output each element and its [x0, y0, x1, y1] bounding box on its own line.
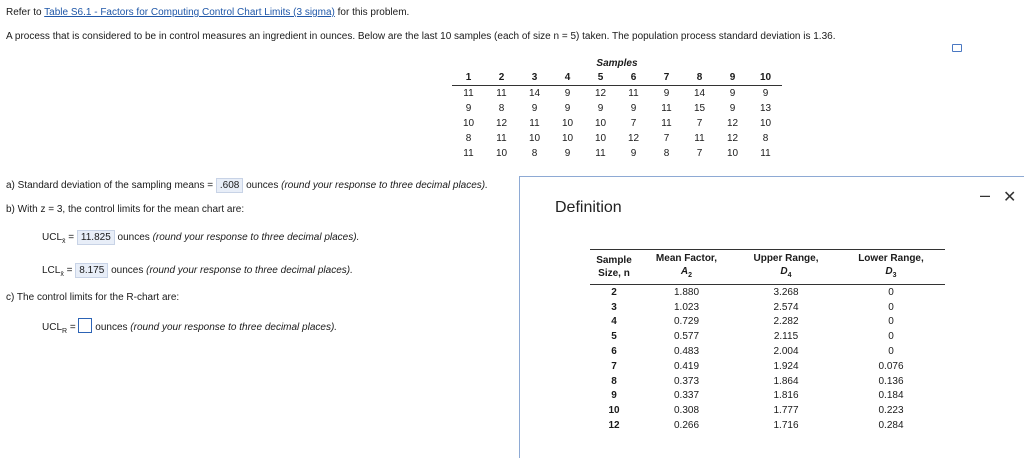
factor-d3: 0.284 [878, 420, 904, 432]
factor-d3: 0 [888, 286, 894, 298]
header-sample-line2-text: Size, n [598, 268, 630, 279]
factor-d4: 2.115 [773, 331, 799, 343]
header-mean-line1: Mean Factor, [655, 253, 718, 264]
sample-cell: 12 [726, 118, 739, 129]
sample-cell: 14 [693, 88, 706, 99]
lcl-label-text: LCL [42, 265, 61, 276]
header-upper-line2: $D_4$ [780, 266, 792, 279]
sample-cell: 9 [729, 103, 736, 114]
factor-row [590, 315, 945, 330]
factor-d3: 0 [888, 346, 894, 358]
factors-table-link[interactable]: Table S6.1 - Factors for Computing Control Chart Limits (3 sigma) [44, 7, 335, 18]
part-a [6, 178, 488, 193]
sample-header-10: 10 [749, 70, 782, 86]
ucl-r-sub: R [62, 328, 68, 335]
samples-header-row [452, 70, 782, 86]
header-lower-symbol: D [885, 266, 893, 277]
part-a-hint: (round your response to three decimal places). [281, 180, 488, 191]
factors-table [590, 249, 945, 433]
factor-d4: 2.282 [773, 316, 799, 328]
sample-cell: 12 [495, 118, 508, 129]
sample-cell: 9 [663, 88, 670, 99]
header-mean-line2: $A_2$ [680, 266, 693, 279]
sample-cell: 9 [729, 88, 736, 99]
samples-caption: Samples [596, 57, 638, 69]
sample-cell: 7 [663, 133, 670, 144]
sample-cell: 10 [528, 133, 541, 144]
factor-a2: 0.373 [673, 375, 700, 387]
lcl-mean-row: $LCL_{x̄} = 8.175$ ounces (round your response to three decimal places). [42, 265, 353, 278]
part-a-label: a) Standard deviation of the sampling means = [6, 180, 214, 191]
factor-d3: 0 [888, 331, 894, 343]
ucl-mean-hint: (round your response to three decimal places). [152, 232, 360, 243]
factor-a2: 0.266 [673, 420, 700, 432]
factor-d3: 0 [888, 301, 894, 313]
sample-cell: 10 [726, 148, 739, 159]
sample-cell: 10 [495, 148, 508, 159]
part-a-unit: ounces [246, 180, 279, 191]
ucl-range-unit: ounces [95, 322, 128, 333]
factor-n: 3 [611, 301, 617, 313]
factor-row [590, 300, 945, 315]
sample-cell: 9 [465, 103, 472, 114]
header-mean-factor [638, 250, 735, 285]
sample-cell: 9 [564, 148, 571, 159]
sample-row [452, 116, 782, 131]
samples-table [452, 56, 782, 161]
factor-row [590, 374, 945, 389]
factor-d3: 0.184 [878, 390, 904, 402]
refer-suffix: for this problem. [334, 7, 410, 18]
factor-n: 7 [611, 360, 617, 372]
factor-n: 5 [611, 331, 617, 343]
sample-cell: 10 [594, 118, 607, 129]
sample-cell: 8 [663, 148, 670, 159]
sample-cell: 8 [531, 148, 538, 159]
factor-d4: 1.864 [773, 375, 799, 387]
ucl-r-label [42, 322, 67, 333]
sample-header-9: 9 [716, 70, 749, 86]
lcl-mean-hint: (round your response to three decimal places). [146, 265, 353, 276]
sample-header-3: 3 [518, 70, 551, 86]
factors-body [590, 285, 945, 433]
refer-line [6, 7, 409, 18]
sample-cell: 10 [462, 118, 475, 129]
problem-statement: A process that is considered to be in control measures an ingredient in ounces. Below are the last 10 samples (each of size n = 5) taken. The population process standard deviation is 1.36. [6, 31, 836, 42]
sample-cell: 11 [628, 88, 639, 99]
factor-n: 6 [611, 346, 617, 358]
factor-row [590, 389, 945, 404]
sample-header-1: 1 [452, 70, 485, 86]
sample-header-2: 2 [485, 70, 518, 86]
sample-cell: 7 [630, 118, 637, 129]
factor-n: 2 [611, 286, 617, 298]
sample-cell: 11 [529, 118, 540, 129]
sample-cell: 11 [463, 88, 474, 99]
sample-cell: 11 [661, 118, 672, 129]
sample-row [452, 101, 782, 116]
sample-row [452, 86, 782, 102]
lcl-xbar-label: $LCL_{x̄}$ [42, 265, 64, 278]
sample-cell: 8 [465, 133, 472, 144]
factor-a2: 0.308 [673, 405, 700, 417]
sample-cell: 12 [627, 133, 640, 144]
factor-d3: 0.076 [878, 360, 904, 372]
factor-a2: 1.880 [673, 286, 700, 298]
factor-n: 10 [608, 405, 620, 417]
sample-cell: 11 [661, 103, 672, 114]
sample-cell: 10 [594, 133, 607, 144]
minimize-icon[interactable]: – [980, 185, 991, 205]
sample-cell: 11 [463, 148, 474, 159]
factor-row [590, 285, 945, 300]
sample-cell: 11 [496, 88, 507, 99]
refer-prefix: Refer to [6, 7, 45, 18]
sample-cell: 11 [694, 133, 705, 144]
factor-n: 9 [611, 390, 617, 402]
factor-row [590, 403, 945, 418]
sample-header-7: 7 [650, 70, 683, 86]
header-upper-range [735, 250, 837, 285]
sample-cell: 12 [594, 88, 607, 99]
factor-a2: 0.337 [673, 390, 700, 402]
sample-cell: 12 [726, 133, 739, 144]
definition-popup [519, 176, 1024, 458]
sample-header-5: 5 [584, 70, 617, 86]
sample-cell: 9 [762, 88, 769, 99]
lcl-mean-answer[interactable]: 8.175 [75, 263, 108, 278]
header-lower-line1: Lower Range, [858, 253, 924, 264]
header-mean-symbol: A [680, 266, 689, 277]
ucl-mean-answer[interactable]: 11.825 [77, 230, 115, 245]
sample-cell: 8 [498, 103, 505, 114]
ucl-label-text: UCL [42, 232, 63, 243]
sample-cell: 9 [531, 103, 538, 114]
header-sample-line2 [590, 267, 638, 280]
factor-d4: 2.574 [773, 301, 799, 313]
close-icon[interactable]: ✕ [1003, 189, 1017, 206]
ucl-range-input[interactable] [78, 318, 92, 333]
factor-a2: 0.577 [673, 331, 700, 343]
ucl-range-row: $UCL_R$ = ounces (round your response to three decimal places). [42, 318, 337, 335]
header-sample-size [590, 250, 638, 285]
factor-d4: 1.716 [773, 420, 799, 432]
header-lower-range [837, 250, 945, 285]
popup-title: Definition [555, 199, 622, 216]
ucl-range-hint: (round your response to three decimal places). [130, 322, 338, 333]
factor-d3: 0.136 [878, 375, 904, 387]
ucl-mean-row: $UCL_{x̄} = 11.825$ ounces (round your response to three decimal places). [42, 232, 360, 245]
copy-data-icon[interactable] [952, 44, 962, 52]
sample-cell: 10 [759, 118, 772, 129]
sample-cell: 9 [630, 148, 637, 159]
sample-cell: 9 [564, 103, 571, 114]
factor-row [590, 344, 945, 359]
factor-row [590, 329, 945, 344]
std-dev-answer[interactable]: .608 [216, 178, 243, 193]
sample-cell: 11 [595, 148, 606, 159]
sample-row [452, 146, 782, 161]
factor-d3: 0.223 [878, 405, 904, 417]
samples-body [452, 86, 782, 162]
sample-header-4: 4 [551, 70, 584, 86]
sample-cell: 8 [762, 133, 769, 144]
sample-header-8: 8 [683, 70, 716, 86]
sample-row [452, 131, 782, 146]
sample-cell: 7 [696, 148, 703, 159]
sample-cell: 13 [759, 103, 772, 114]
ucl-xbar-label: $UCL_{x̄}$ [42, 232, 66, 245]
sample-header-6: 6 [617, 70, 650, 86]
sample-cell: 10 [561, 118, 574, 129]
factor-d4: 1.816 [773, 390, 799, 402]
factor-n: 12 [608, 420, 620, 432]
sample-cell: 9 [630, 103, 637, 114]
part-b-label: b) With z = 3, the control limits for the mean chart are: [6, 204, 245, 215]
factor-d4: 1.777 [773, 405, 799, 417]
lcl-mean-unit: ounces [111, 265, 144, 276]
factor-a2: 1.023 [673, 301, 700, 313]
sample-cell: 15 [693, 103, 706, 114]
factor-n: 8 [611, 375, 617, 387]
sample-cell: 14 [528, 88, 541, 99]
factor-d3: 0 [888, 316, 894, 328]
factor-row [590, 418, 945, 433]
part-c-label: c) The control limits for the R-chart are: [6, 292, 180, 303]
sample-cell: 10 [561, 133, 574, 144]
factor-d4: 3.268 [773, 286, 799, 298]
sample-cell: 9 [597, 103, 604, 114]
ucl-mean-unit: ounces [117, 232, 150, 243]
header-upper-symbol: D [780, 266, 788, 277]
factor-d4: 2.004 [773, 346, 799, 358]
header-sample-line1: Sample [596, 255, 632, 266]
header-lower-line2: $D_3$ [885, 266, 897, 279]
factor-a2: 0.419 [673, 360, 700, 372]
sample-cell: 11 [760, 148, 771, 159]
factor-d4: 1.924 [773, 360, 799, 372]
header-upper-line1: Upper Range, [753, 253, 819, 264]
factor-n: 4 [611, 316, 617, 328]
sample-cell: 7 [696, 118, 703, 129]
factor-a2: 0.483 [673, 346, 700, 358]
sample-cell: 9 [564, 88, 571, 99]
ucl-r-label-text: UCL [42, 322, 63, 333]
sample-cell: 11 [496, 133, 507, 144]
factor-a2: 0.729 [673, 316, 700, 328]
factor-row [590, 359, 945, 374]
